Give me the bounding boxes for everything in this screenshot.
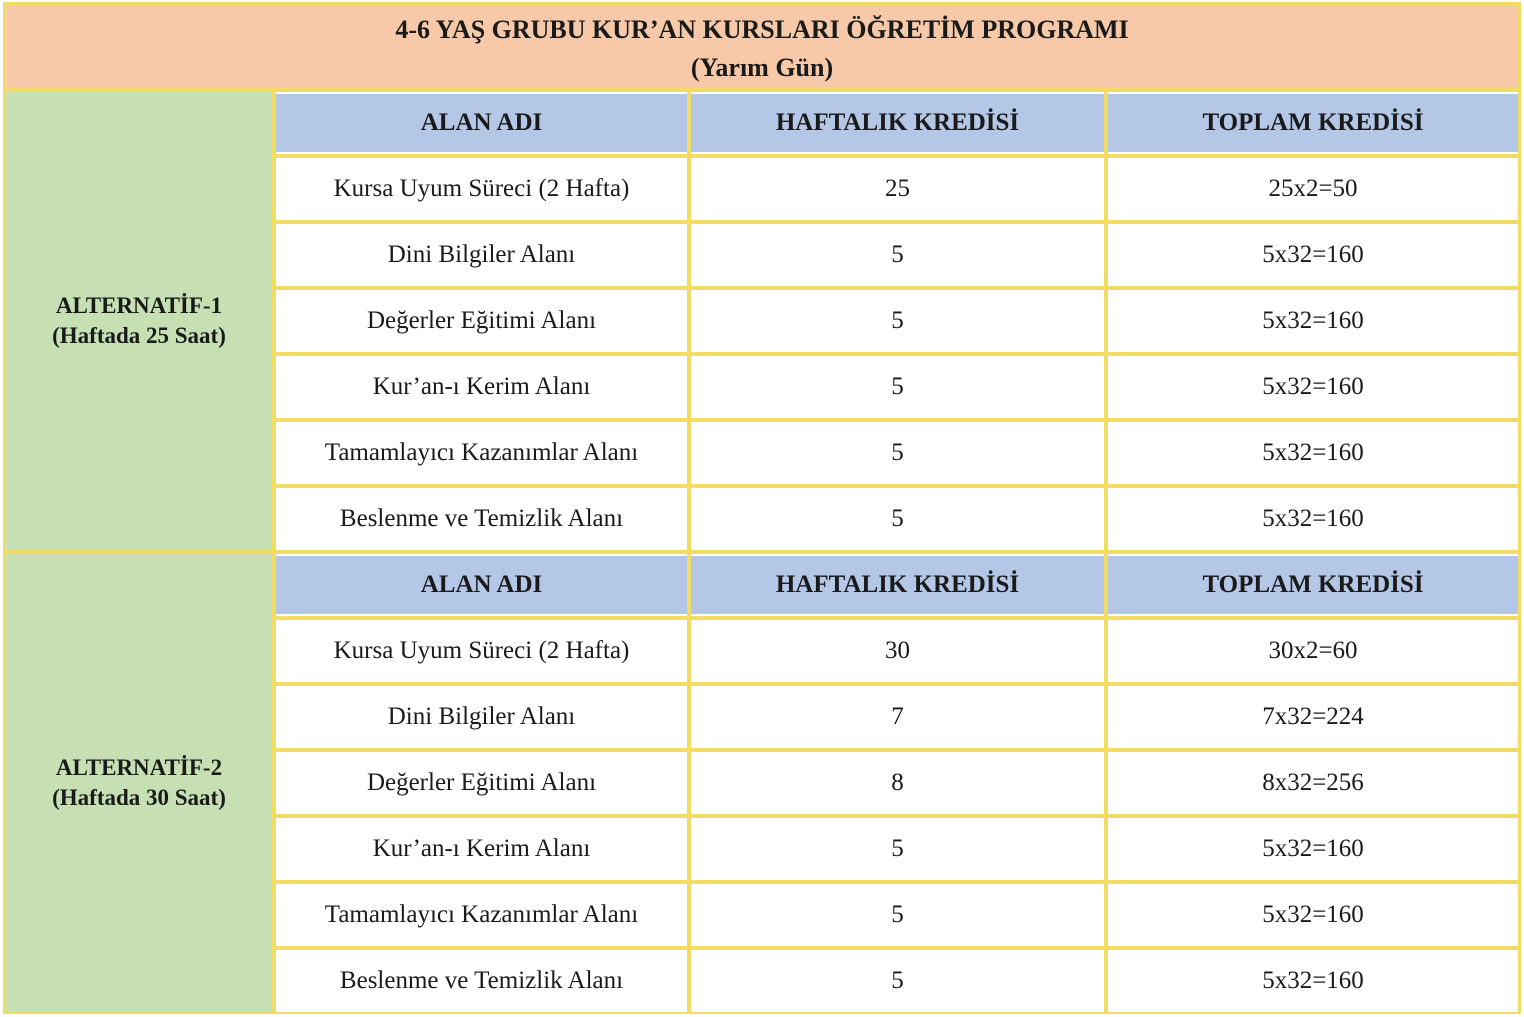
- table-row: [276, 158, 1518, 220]
- table-title: [6, 5, 1518, 88]
- header-haftalik-kredisi: HAFTALIK KREDİSİ: [691, 92, 1104, 154]
- cell-toplam-kredisi: 5x32=160: [1108, 290, 1518, 352]
- cell-toplam-kredisi: 25x2=50: [1108, 158, 1518, 220]
- table-row: [276, 224, 1518, 286]
- cell-haftalik-kredisi: 25: [691, 158, 1104, 220]
- header-row: [276, 554, 1518, 616]
- cell-alan-adi: Tamamlayıcı Kazanımlar Alanı: [276, 422, 687, 484]
- cell-alan-adi: Kur’an-ı Kerim Alanı: [276, 356, 687, 418]
- cell-toplam-kredisi: 5x32=160: [1108, 224, 1518, 286]
- cell-toplam-kredisi: 30x2=60: [1108, 620, 1518, 682]
- table-row: [276, 620, 1518, 682]
- cell-alan-adi: Kursa Uyum Süreci (2 Hafta): [276, 158, 687, 220]
- table-row: [276, 884, 1518, 946]
- header-haftalik-kredisi: HAFTALIK KREDİSİ: [691, 554, 1104, 616]
- table-row: [276, 818, 1518, 880]
- table-row: [276, 488, 1518, 550]
- cell-alan-adi: Beslenme ve Temizlik Alanı: [276, 488, 687, 550]
- alternative-name: ALTERNATİF-1: [55, 293, 223, 318]
- cell-haftalik-kredisi: 5: [691, 224, 1104, 286]
- cell-haftalik-kredisi: 5: [691, 818, 1104, 880]
- cell-alan-adi: Kursa Uyum Süreci (2 Hafta): [276, 620, 687, 682]
- alternative-hours: (Haftada 25 Saat): [52, 323, 226, 348]
- header-row: [276, 92, 1518, 154]
- alternative-2-label: [6, 554, 272, 1012]
- table-row: [276, 950, 1518, 1012]
- header-toplam-kredisi: TOPLAM KREDİSİ: [1108, 554, 1518, 616]
- cell-alan-adi: Değerler Eğitimi Alanı: [276, 290, 687, 352]
- alternative-1-block: [6, 92, 1518, 550]
- cell-alan-adi: Değerler Eğitimi Alanı: [276, 752, 687, 814]
- cell-haftalik-kredisi: 8: [691, 752, 1104, 814]
- cell-haftalik-kredisi: 5: [691, 950, 1104, 1012]
- title-line-1: 4-6 YAŞ GRUBU KUR’AN KURSLARI ÖĞRETİM PROGRAMI: [395, 15, 1129, 44]
- table-row: [276, 356, 1518, 418]
- table-row: [276, 422, 1518, 484]
- cell-toplam-kredisi: 5x32=160: [1108, 488, 1518, 550]
- cell-toplam-kredisi: 5x32=160: [1108, 884, 1518, 946]
- cell-toplam-kredisi: 8x32=256: [1108, 752, 1518, 814]
- title-line-2: (Yarım Gün): [690, 53, 834, 82]
- header-alan-adi: ALAN ADI: [276, 554, 687, 616]
- cell-alan-adi: Beslenme ve Temizlik Alanı: [276, 950, 687, 1012]
- table-row: [276, 290, 1518, 352]
- alternative-name: ALTERNATİF-2: [55, 755, 223, 780]
- cell-haftalik-kredisi: 5: [691, 884, 1104, 946]
- cell-haftalik-kredisi: 5: [691, 290, 1104, 352]
- alternative-1-label: [6, 92, 272, 550]
- cell-haftalik-kredisi: 5: [691, 356, 1104, 418]
- cell-haftalik-kredisi: 5: [691, 488, 1104, 550]
- table-row: [276, 752, 1518, 814]
- cell-haftalik-kredisi: 7: [691, 686, 1104, 748]
- alternative-hours: (Haftada 30 Saat): [52, 785, 226, 810]
- cell-toplam-kredisi: 5x32=160: [1108, 356, 1518, 418]
- cell-toplam-kredisi: 7x32=224: [1108, 686, 1518, 748]
- cell-haftalik-kredisi: 5: [691, 422, 1104, 484]
- cell-alan-adi: Dini Bilgiler Alanı: [276, 686, 687, 748]
- cell-toplam-kredisi: 5x32=160: [1108, 818, 1518, 880]
- cell-haftalik-kredisi: 30: [691, 620, 1104, 682]
- curriculum-table: [3, 2, 1521, 1014]
- alternative-2-block: [6, 554, 1518, 1012]
- cell-toplam-kredisi: 5x32=160: [1108, 422, 1518, 484]
- cell-alan-adi: Dini Bilgiler Alanı: [276, 224, 687, 286]
- cell-toplam-kredisi: 5x32=160: [1108, 950, 1518, 1012]
- cell-alan-adi: Kur’an-ı Kerim Alanı: [276, 818, 687, 880]
- table-row: [276, 686, 1518, 748]
- cell-alan-adi: Tamamlayıcı Kazanımlar Alanı: [276, 884, 687, 946]
- header-alan-adi: ALAN ADI: [276, 92, 687, 154]
- header-toplam-kredisi: TOPLAM KREDİSİ: [1108, 92, 1518, 154]
